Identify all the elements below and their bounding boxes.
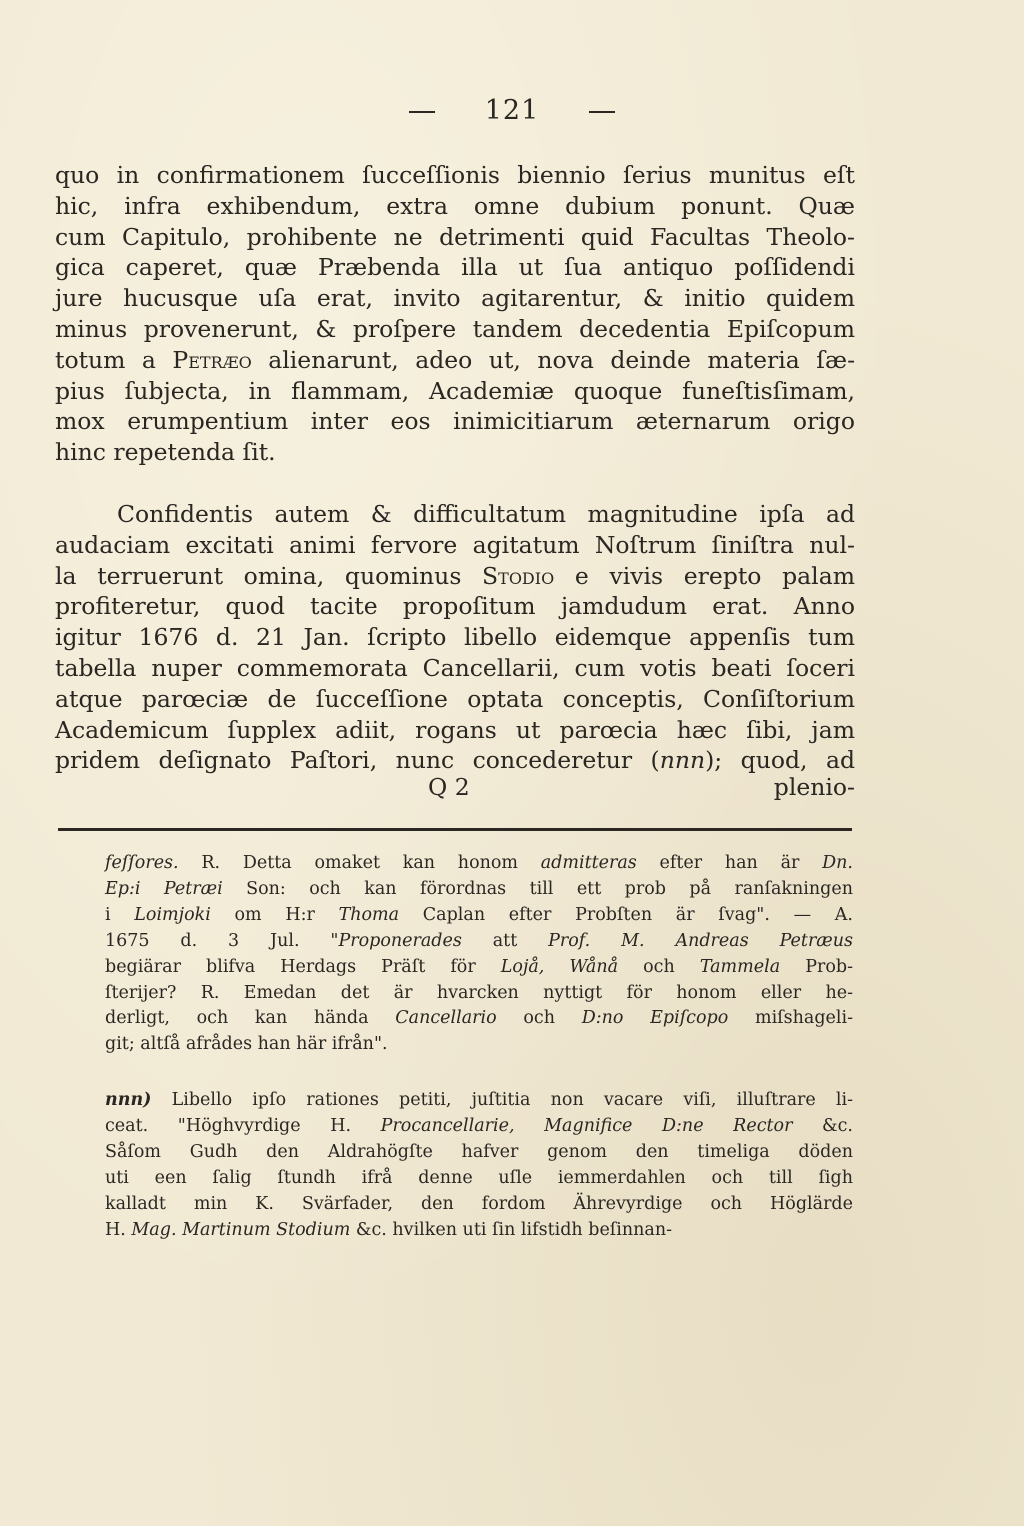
text-segment: Caplan efter Probſten är ſvag". — A. [399, 904, 853, 925]
footnote-line [105, 1140, 853, 1166]
text-segment: 1675 d. 3 Jul. " [105, 930, 339, 951]
italic-text: Mag. Martinum Stodium [131, 1219, 351, 1240]
footnote-line [105, 1166, 853, 1192]
italic-text: Ep:i Petræi [105, 878, 223, 899]
text-segment: R. Detta omaket kan honom [178, 853, 541, 873]
italic-text: feſſores. [105, 853, 179, 873]
text-line: audaciam excitati animi fervore agitatum Noſtrum ſiniſtra nul- [55, 530, 855, 559]
italic-text: Tammela [699, 956, 781, 977]
text-segment: och [618, 956, 700, 977]
italic-text: Proponerades [338, 930, 462, 951]
page-number: 121 [484, 95, 540, 126]
footnote-continuation [105, 851, 853, 1058]
text-line: hic, infra exhibendum, extra omne dubium ponunt. Quæ [55, 191, 855, 220]
footnote-line [105, 1114, 853, 1140]
text-segment: alienarunt, adeo ut, nova deinde materia ſæ- [251, 345, 856, 374]
text-segment: derligt, och kan hända [105, 1008, 396, 1029]
text-line: quo in confirmationem ſucceſſionis biennio ſerius munitus eſt [55, 161, 855, 189]
text-line: gica caperet, quæ Præbenda illa ut ſua antiquo poſſidendi [55, 253, 855, 282]
text-segment: H. [105, 1219, 132, 1240]
italic-text: D:no Epiſcopo [581, 1008, 729, 1029]
footnote-line [105, 1032, 853, 1058]
footnote-line [105, 851, 853, 877]
italic-text: admitteras [540, 853, 637, 873]
text-line [55, 561, 855, 592]
text-segment: Libello ipſo rationes petiti, juſtitia non vacare viſi, illuſtrare li- [151, 1090, 853, 1110]
italic-text: Cancellario [395, 1008, 497, 1029]
text-line: minus provenerunt, & proſpere tandem decedentia Epiſcopum [55, 314, 855, 343]
footnote-line [105, 1006, 853, 1032]
text-segment: Såſom Gudh den Aldrahögſte hafver genom den timeliga döden [105, 1141, 853, 1162]
text-segment: att [461, 930, 549, 951]
italic-text: Procancellarie, Magnifice D:ne Rector [380, 1115, 793, 1136]
footnote-line [105, 929, 853, 955]
footnote-line [105, 1218, 853, 1244]
text-line: pius ſubjecta, in flammam, Academiæ quoque funeſtisſimam, [55, 376, 855, 405]
text-line: mox erumpentium inter eos inimicitiarum æternarum origo [55, 407, 855, 436]
text-segment: ceat. "Höghvyrdige H. [105, 1115, 381, 1136]
footnote-line [105, 877, 853, 903]
text-segment: efter han är [636, 853, 823, 873]
text-line: profiteretur, quod tacite propoſitum jamdudum erat. Anno [55, 592, 855, 621]
text-line: Confidentis autem & difficultatum magnitudine ipſa ad [117, 500, 855, 528]
footnote-line [105, 955, 853, 981]
text-line: atque parœciæ de ſucceſſione optata conceptis, Conſiſtorium [55, 684, 855, 713]
footnote-line [105, 1088, 853, 1114]
text-segment: &c. hvilken uti ſin lifstidh beſinnan- [350, 1219, 673, 1240]
footnote-nnn [105, 1088, 853, 1243]
text-segment: git; altſå afrådes han här ifrån". [105, 1034, 388, 1055]
text-line: tabella nuper commemorata Cancellarii, cum votis beati ſoceri [55, 653, 855, 682]
text-segment: e vivis erepto palam [554, 561, 855, 590]
text-segment: och [496, 1008, 582, 1029]
catchword: plenio- [773, 773, 855, 801]
text-segment: totum a [55, 345, 173, 374]
text-line: igitur 1676 d. 21 Jan. ſcripto libello eidemque appenſis tum [55, 623, 855, 652]
paragraph-2 [55, 499, 855, 776]
footnote-marker: nnn) [105, 1090, 152, 1110]
text-line: hinc repetenda ſit. [55, 438, 276, 467]
text-segment: begiärar blifva Herdags Präſt för [105, 956, 501, 977]
text-segment: i [105, 904, 135, 925]
text-segment: uti een ſalig ſtundh ifrå denne uſle iemmerdahlen och till ſigh [105, 1167, 853, 1188]
text-line: cum Capitulo, prohibente ne detrimenti quid Facultas Theolo- [55, 222, 855, 251]
signature-mark: Q 2 [428, 773, 470, 801]
footnote-line [105, 903, 853, 929]
header-dash-right [589, 111, 615, 113]
text-segment: miſshageli- [728, 1008, 853, 1029]
italic-text: Dn. [822, 853, 853, 873]
footnote-divider [58, 828, 852, 831]
italic-text: Prof. M. Andreas Petræus [548, 930, 854, 951]
small-caps-name: Stodio [482, 561, 555, 590]
italic-text: Lojå, Wånå [500, 956, 619, 977]
text-segment: ſterijer? R. Emedan det är hvarcken nyttigt för honom eller he- [105, 982, 853, 1003]
text-segment: Son: och kan förordnas till ett prob på ranſakningen [222, 878, 853, 899]
text-segment: la terruerunt omina, quominus [55, 561, 483, 590]
italic-text: Loimjoki [134, 904, 211, 925]
text-segment: Prob- [780, 956, 854, 977]
footnote-line [105, 981, 853, 1007]
small-caps-name: Petræo [172, 345, 252, 374]
italic-text: nnn [659, 746, 706, 775]
footnote-line [105, 1192, 853, 1218]
italic-text: Thoma [338, 904, 400, 925]
page-header [0, 95, 1024, 126]
text-line: Academicum ſupplex adiit, rogans ut parœcia hæc ſibi, jam [55, 715, 855, 744]
text-line: jure hucusque uſa erat, invito agitarentur, & initio quidem [55, 284, 855, 313]
text-segment: om H:r [210, 904, 339, 925]
text-segment: ); quod, ad [705, 746, 856, 775]
paragraph-1 [55, 160, 855, 468]
text-segment: &c. [792, 1115, 853, 1136]
header-dash-left [409, 111, 435, 113]
text-line [55, 345, 855, 376]
text-segment: pridem deſignato Paſtori, nunc concederetur ( [55, 746, 660, 775]
text-segment: kalladt min K. Svärfader, den fordom Ährevyrdige och Höglärde [105, 1193, 853, 1214]
